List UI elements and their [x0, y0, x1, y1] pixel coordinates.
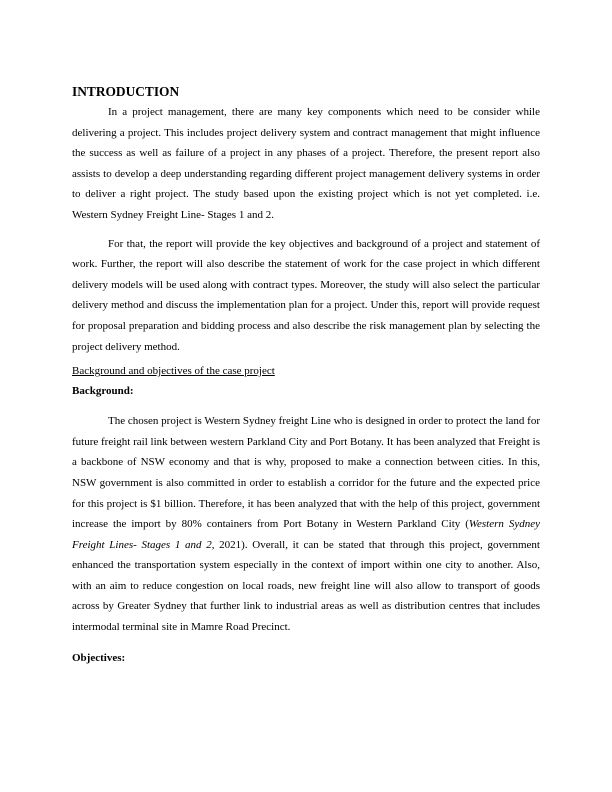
- intro-paragraph-1: In a project management, there are many key components which need to be consider while delivering a project. This includes project delivery system and contract management that might influence the success as well as failure of a project in any phases of a project. Therefore, the present report also assists to develop a deep understanding regarding different project management delivery systems in order to deliver a right project. The study based upon the existing project which is not yet completed. i.e. Western Sydney Freight Line- Stages 1 and 2.: [72, 106, 540, 221]
- background-heading: Background:: [72, 385, 134, 398]
- background-paragraph-text-end: , 2021). Overall, it can be stated that through this project, government enhanced the transportation system especially in the context of import within one city to another. Also, with an aim to reduce congestion on local roads, new freight line will also allow to transport of goods across by Greater Sydney that further link to industrial areas as well as distribution centres that includes intermodal terminal site in Mamre Road Precinct.: [72, 538, 540, 634]
- background-paragraph-text: The chosen project is Western Sydney freight Line who is designed in order to protect the land for future freight rail link between western Parkland City and Port Botany. It has been analyzed that Freight is a backbone of NSW economy and that is why, proposed to make a connection between cities. In this, NSW government is also committed in order to establish a corridor for the future and the expected price for this project is $1 billion. Therefore, it has been analyzed that with the help of this project, government increase the import by 80% containers from Port Botany in Western Parkland City (: [72, 415, 540, 531]
- citation-title: Western Sydney Freight Lines- Stages 1 and 2: [72, 518, 540, 551]
- objectives-heading: Objectives:: [72, 651, 126, 664]
- background-paragraph: [72, 411, 540, 638]
- document-body: [72, 82, 540, 668]
- section-heading-introduction: INTRODUCTION: [72, 84, 180, 99]
- intro-paragraph-2: For that, the report will provide the key objectives and background of a project and statement of work. Further, the report will also describe the statement of work for the case project in which different delivery models will be used along with contract types. Moreover, the study will also select the particular delivery method and discuss the implementation plan for a project. Under this, report will provide request for proposal preparation and bidding process and also describe the risk management plan by selecting the project delivery method.: [72, 237, 540, 353]
- subheading-background-objectives: Background and objectives of the case project: [72, 365, 275, 378]
